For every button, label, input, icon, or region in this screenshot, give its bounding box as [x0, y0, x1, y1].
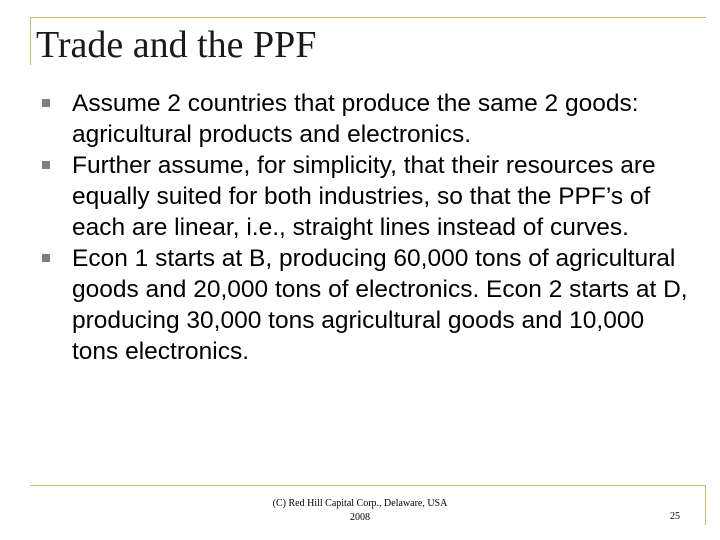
square-bullet-icon: [42, 254, 50, 262]
frame-left-rule: [30, 17, 31, 65]
footer-line-2: 2008: [350, 512, 370, 523]
bullet-item: [40, 150, 690, 243]
bullet-text: Assume 2 countries that produce the same 2 goods: agricultural products and electronics.: [72, 90, 639, 148]
footer-copyright: [200, 497, 520, 525]
frame-bottom-rule: [30, 485, 706, 486]
bullet-list: [40, 88, 690, 367]
square-bullet-icon: [42, 99, 50, 107]
frame-top-rule: [30, 17, 706, 18]
frame-right-rule: [705, 485, 706, 525]
bullet-text: Further assume, for simplicity, that their resources are equally suited for both industries, so that the PPF’s of each are linear, i.e., straight lines instead of curves.: [72, 152, 656, 241]
footer-line-1: (C) Red Hill Capital Corp., Delaware, USA: [272, 498, 448, 509]
page-number: 25: [670, 511, 680, 522]
bullet-item: [40, 88, 690, 150]
slide-title: Trade and the PPF: [36, 24, 317, 66]
square-bullet-icon: [42, 161, 50, 169]
bullet-item: [40, 243, 690, 367]
bullet-text: Econ 1 starts at B, producing 60,000 tons of agricultural goods and 20,000 tons of electronics. Econ 2 starts at D, producing 30,000 tons agricultural goods and 10,000 tons electronics.: [72, 245, 688, 365]
